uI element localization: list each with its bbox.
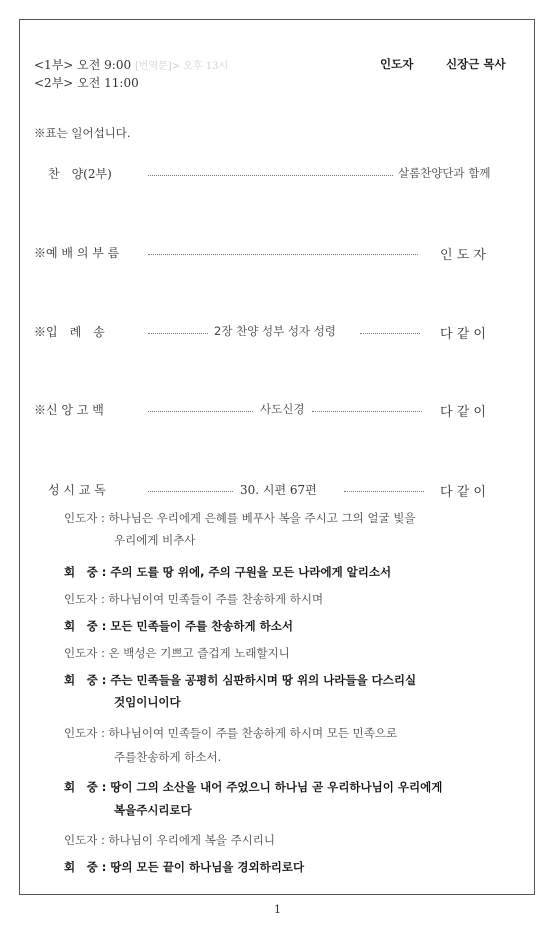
reading-congregation: 회 중 : 땅이 그의 소산을 내어 주었으니 하나님 곧 우리하나님이 우리에게 xyxy=(64,780,443,794)
item-hymn-label: ※입 례 송 xyxy=(34,325,105,339)
reading-line: 우리에게 비추사 xyxy=(114,533,196,547)
item-call-leader xyxy=(148,254,418,255)
reading-speaker: 인도자 : 하나님은 우리에게 은혜를 베푸사 복을 주시고 그의 얼굴 빛을 xyxy=(64,511,416,525)
reading-congregation: 회 중 : 주의 도를 땅 위에, 주의 구원을 모든 나라에게 알리소서 xyxy=(64,565,392,579)
part1-faint-note: [번역문]> 오후 13시 xyxy=(134,61,229,72)
item-call-performer: 인 도 자 xyxy=(440,248,486,263)
reading-congregation: 회 중 : 모든 민족들이 주를 찬송하게 하소서 xyxy=(64,619,293,633)
item-creed-leader-left xyxy=(148,411,253,412)
item-creed-text: 사도신경 xyxy=(260,402,305,416)
item-hymn-performer: 다 같 이 xyxy=(440,327,486,342)
item-creed-performer: 다 같 이 xyxy=(440,405,486,420)
page-number: 1 xyxy=(274,903,281,916)
item-hymn-leader-right xyxy=(360,333,420,334)
item-creed-label: ※신 앙 고 백 xyxy=(34,403,104,417)
part1-time: <1부> 오전 9:00 [번역문]> 오후 13시 xyxy=(34,58,229,72)
leader-label: 인도자 xyxy=(380,57,414,71)
item-praise-performer: 살롬찬양단과 함께 xyxy=(398,166,491,180)
page-frame xyxy=(19,19,535,895)
reading-line: 복을주시리로다 xyxy=(114,803,192,817)
item-hymn-text: 2장 찬양 성부 성자 성령 xyxy=(214,324,336,338)
reading-speaker: 인도자 : 하나님이여 민족들이 주를 찬송하게 하시며 xyxy=(64,592,324,606)
reading-congregation: 회 중 : 주는 민족들을 공평히 심판하시며 땅 위의 나라들을 다스리실 xyxy=(64,673,417,687)
item-psalm-text: 30. 시편 67편 xyxy=(240,483,317,497)
item-psalm-leader-left xyxy=(148,491,233,492)
item-praise-label: 찬 양(2부) xyxy=(48,167,112,181)
reading-speaker: 인도자 : 온 백성은 기쁘고 즐겁게 노래할지니 xyxy=(64,646,290,660)
item-psalm-label: 성 시 교 독 xyxy=(48,483,106,497)
item-psalm-performer: 다 같 이 xyxy=(440,485,486,500)
reading-line: 것임이니이다 xyxy=(114,695,181,709)
item-psalm-leader-right xyxy=(344,491,424,492)
reading-line: 주를찬송하게 하소서. xyxy=(114,750,222,764)
reading-speaker: 인도자 : 하나님이 우리에게 복을 주시리니 xyxy=(64,833,276,847)
leader-name: 신장근 목사 xyxy=(446,57,506,71)
item-hymn-leader-left xyxy=(148,333,208,334)
reading-speaker: 인도자 : 하나님이여 민족들이 주를 찬송하게 하시며 모든 민족으로 xyxy=(64,726,398,740)
part2-time: <2부> 오전 11:00 xyxy=(34,76,139,90)
reading-congregation: 회 중 : 땅의 모든 끝이 하나님을 경외하리로다 xyxy=(64,860,305,874)
item-praise-leader xyxy=(148,175,393,176)
item-call-label: ※예 배 의 부 름 xyxy=(34,246,120,260)
standing-note: ※표는 일어섭니다. xyxy=(34,126,131,140)
item-creed-leader-right xyxy=(312,411,422,412)
